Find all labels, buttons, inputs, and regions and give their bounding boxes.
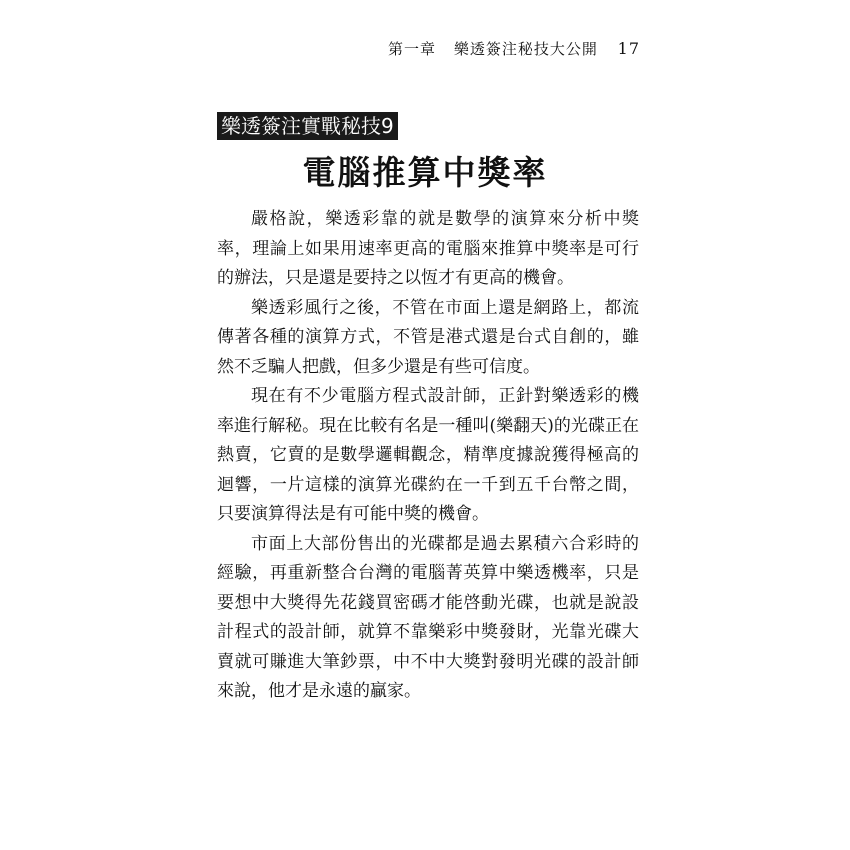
paragraph: 嚴格說，樂透彩靠的就是數學的演算來分析中獎率，理論上如果用速率更高的電腦來推算中獎率是可行的辦法，只是還是要持之以恆才有更高的機會。 <box>217 209 639 288</box>
paragraph: 樂透彩風行之後，不管在市面上還是網路上，都流傳著各種的演算方式，不管是港式還是台式自創的，雖然不乏騙人把戲，但多少還是有些可信度。 <box>217 297 639 377</box>
page-title: 電腦推算中獎率 <box>302 153 548 192</box>
page-number: 17 <box>617 39 640 58</box>
chapter-title: 樂透簽注秘技大公開 <box>453 40 598 58</box>
body-text <box>217 205 639 707</box>
paragraph: 市面上大部份售出的光碟都是過去累積六合彩時的經驗，再重新整合台灣的電腦菁英算中樂透機率，只是要想中大獎得先花錢買密碼才能啓動光碟，也就是說設計程式的設計師，就算不靠樂彩中獎發財，光靠光碟大賣就可賺進大筆鈔票，中不中大獎對發明光碟的設計師來說，他才是永遠的贏家。 <box>217 533 639 701</box>
paragraph: 現在有不少電腦方程式設計師，正針對樂透彩的機率進行解秘。現在比較有名是一種叫(樂翻天)的光碟正在熱賣，它賣的是數學邏輯觀念，精準度據說獲得極高的迴響，一片這樣的演算光碟約在一千到五千台幣之間，只要演算得法是有可能中獎的機會。 <box>217 386 639 524</box>
chapter-label: 第一章 <box>388 40 437 58</box>
running-header <box>388 38 640 59</box>
section-tag: 樂透簽注實戰秘技9 <box>217 112 398 140</box>
